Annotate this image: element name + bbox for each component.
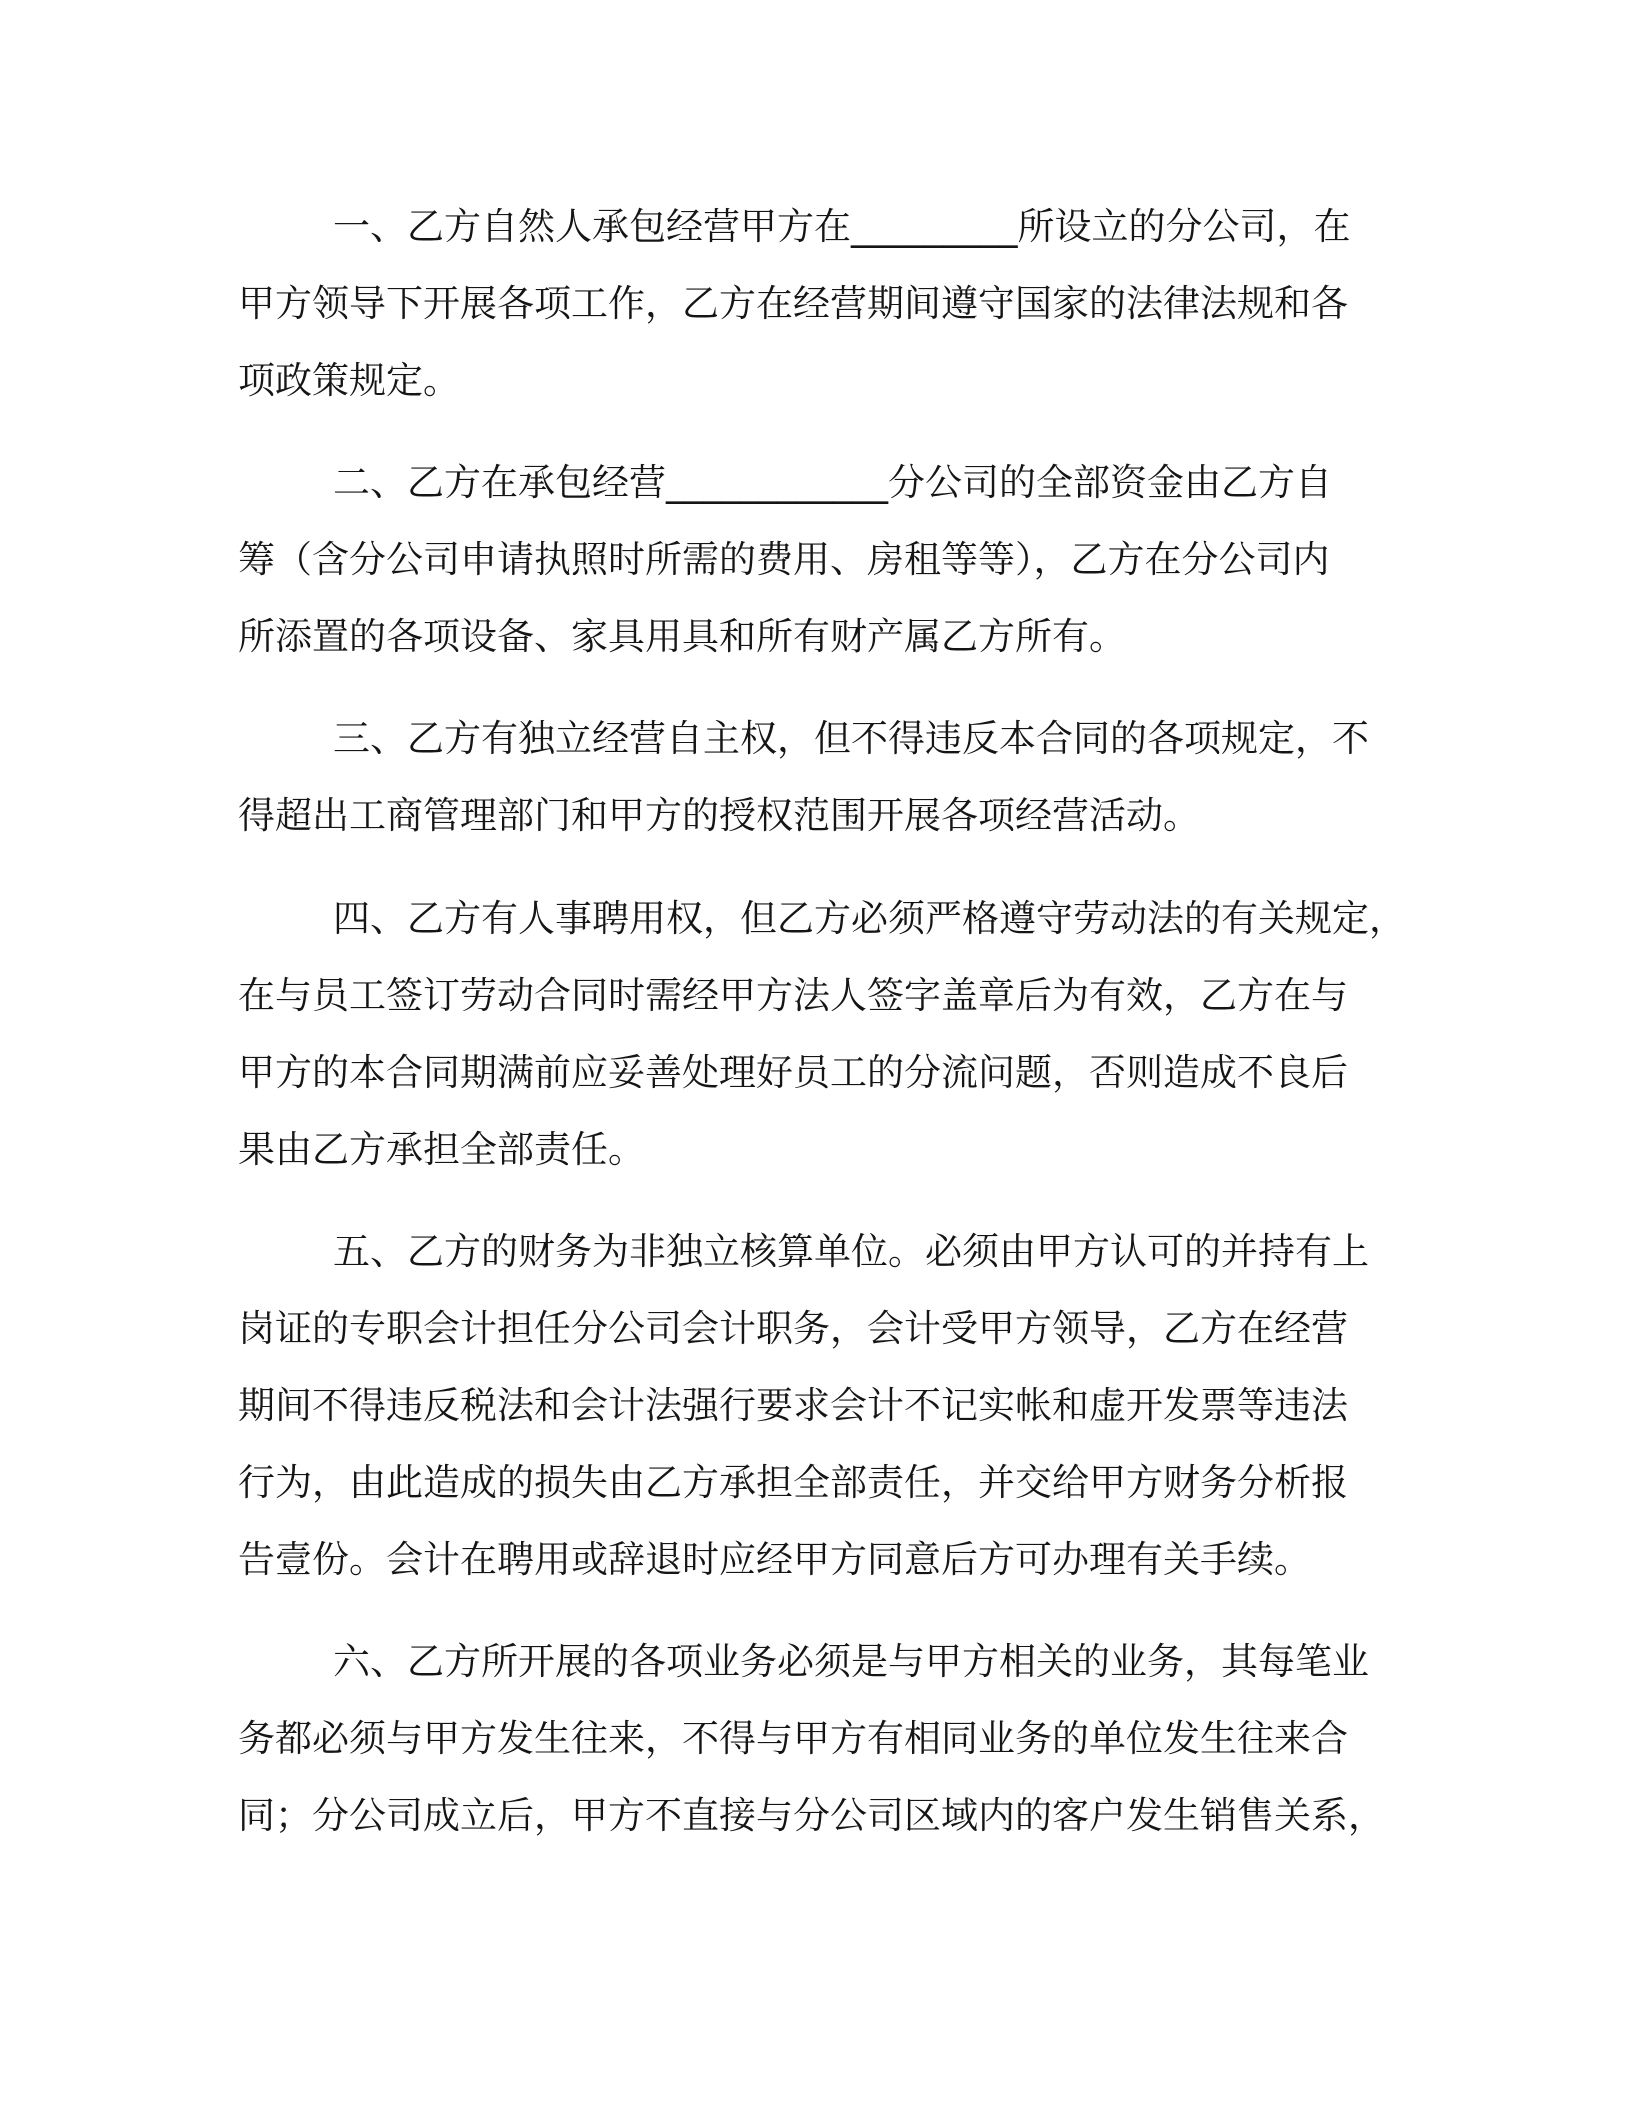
clause-5-line-3: 期间不得违反税法和会计法强行要求会计不记实帐和虚开发票等违法 [238,1384,1348,1427]
clause-4-line-4: 果由乙方承担全部责任。 [238,1128,645,1171]
clause-2-line-1: 二、乙方在承包经营____________分公司的全部资金由乙方自 [333,461,1332,504]
clause-1 [238,188,1388,419]
clause-4-line-1: 四、乙方有人事聘用权，但乙方必须严格遵守劳动法的有关规定， [333,897,1406,940]
clause-3-line-2: 得超出工商管理部门和甲方的授权范围开展各项经营活动。 [238,794,1200,837]
document-body [238,188,1406,1854]
clause-6-line-2: 务都必须与甲方发生往来，不得与甲方有相同业务的单位发生往来合 [238,1717,1348,1760]
clause-5-line-5: 告壹份。会计在聘用或辞退时应经甲方同意后方可办理有关手续。 [238,1538,1311,1581]
clause-6-line-1: 六、乙方所开展的各项业务必须是与甲方相关的业务，其每笔业 [333,1640,1369,1683]
clause-1-line-3: 项政策规定。 [238,359,460,402]
clause-1-line-2: 甲方领导下开展各项工作，乙方在经营期间遵守国家的法律法规和各 [238,282,1348,325]
clause-6-line-3: 同；分公司成立后，甲方不直接与分公司区域内的客户发生销售关系， [238,1794,1385,1837]
clause-5 [238,1213,1388,1598]
clause-2 [238,444,1388,675]
clause-6 [238,1623,1388,1854]
clause-3 [238,700,1388,854]
clause-3-line-1: 三、乙方有独立经营自主权，但不得违反本合同的各项规定，不 [333,717,1369,760]
clause-5-line-4: 行为，由此造成的损失由乙方承担全部责任，并交给甲方财务分析报 [238,1461,1348,1504]
clause-4-line-2: 在与员工签订劳动合同时需经甲方法人签字盖章后为有效，乙方在与 [238,974,1348,1017]
clause-2-line-3: 所添置的各项设备、家具用具和所有财产属乙方所有。 [238,615,1126,658]
clause-1-line-1: 一、乙方自然人承包经营甲方在_________所设立的分公司，在 [333,205,1351,248]
clause-5-line-2: 岗证的专职会计担任分公司会计职务，会计受甲方领导，乙方在经营 [238,1307,1348,1350]
clause-4-line-3: 甲方的本合同期满前应妥善处理好员工的分流问题，否则造成不良后 [238,1051,1348,1094]
clause-4 [238,880,1406,1188]
clause-5-line-1: 五、乙方的财务为非独立核算单位。必须由甲方认可的并持有上 [333,1230,1369,1273]
clause-2-line-2: 筹（含分公司申请执照时所需的费用、房租等等），乙方在分公司内 [238,538,1330,581]
